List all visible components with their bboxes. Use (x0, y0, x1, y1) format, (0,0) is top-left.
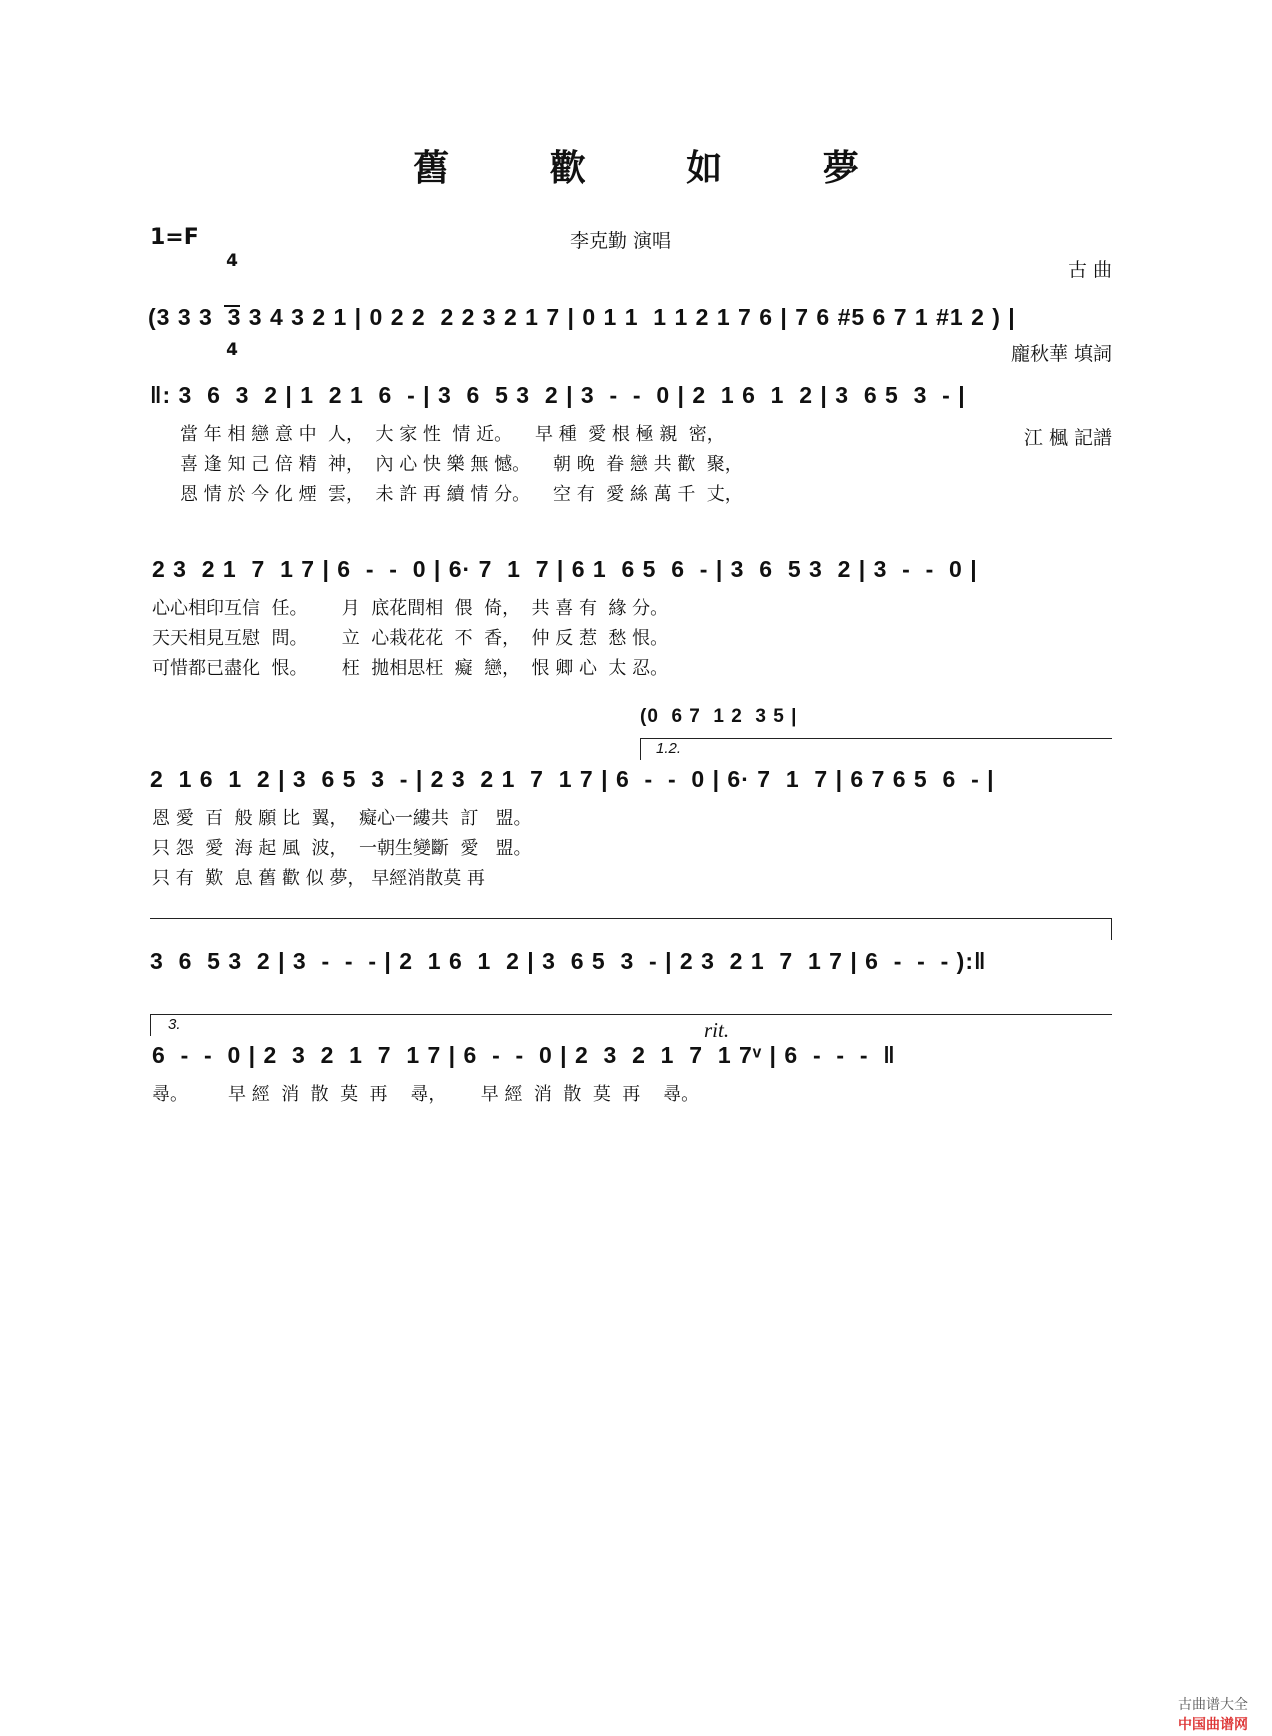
system-3-interlude-notes: (0 6 7 1 2 3 5 | (640, 706, 798, 727)
system-3-lyric-3: 只 有 歎 息 舊 歡 似 夢， 早經消散莫 再 (152, 868, 485, 889)
volta-1-2-label: 1.2. (656, 740, 682, 757)
system-1-lyric-2: 喜 逢 知 己 倍 精 神， 內 心 快 樂 無 憾。 朝 晚 眷 戀 共 歡 聚， (180, 454, 743, 475)
time-signature (224, 219, 240, 376)
performer: 李克勤 演唱 (570, 230, 672, 252)
ritardando-mark: rit. (704, 1018, 730, 1042)
time-signature-top: 4 (226, 251, 238, 271)
system-3-lyric-2: 只 怨 愛 海 起 風 波， 一朝生變斷 愛 盟。 (152, 838, 532, 859)
time-signature-bottom: 4 (226, 340, 238, 360)
system-4-notes: 3 6 5 3 2 | 3 - - - | 2 1 6 1 2 | 3 6 5 3 - | 2 3 2 1 7 1 7 | 6 - - - ):‖ (150, 948, 987, 974)
key-signature: 1=F (150, 225, 199, 250)
system-2-lyric-2: 天天相見互慰 問。 立 心栽花花 不 香， 仲 反 惹 愁 恨。 (152, 628, 669, 649)
volta-1-2-line (640, 738, 1112, 739)
system-2-lyric-3: 可惜都已盡化 恨。 枉 拋相思枉 癡 戀， 恨 卿 心 太 忍。 (152, 658, 669, 679)
system-3-notes: 2 1 6 1 2 | 3 6 5 3 - | 2 3 2 1 7 1 7 | 6 - - 0 | 6· 7 1 7 | 6 7 6 5 6 - | (150, 766, 995, 792)
credits (950, 200, 1112, 480)
footer-brand: 中国曲谱网 (1178, 1717, 1248, 1733)
intro-notes: (3 3 3 3 3 4 3 2 1 | 0 2 2 2 2 3 2 1 7 | 0 1 1 1 1 2 1 7 6 | 7 6 #5 6 7 1 #1 2 ) | (148, 304, 1016, 330)
song-title: 舊 歡 如 夢 (413, 147, 903, 189)
system-5-lyric-1: 尋。 早 經 消 散 莫 再 尋， 早 經 消 散 莫 再 尋。 (152, 1084, 700, 1105)
system-1-notes: ‖: 3 6 3 2 | 1 2 1 6 - | 3 6 5 3 2 | 3 - - 0 | 2 1 6 1 2 | 3 6 5 3 - | (150, 382, 966, 408)
system-3-lyric-1: 恩 愛 百 般 願 比 翼， 癡心一縷共 訂 盟。 (152, 808, 532, 829)
repeat-bracket-hook (1111, 918, 1112, 940)
system-1-lyric-3: 恩 情 於 今 化 煙 雲， 未 許 再 續 情 分。 空 有 愛 絲 萬 千 丈， (180, 484, 743, 505)
volta-3-label: 3. (168, 1016, 181, 1033)
volta-1-2-hook (640, 738, 641, 760)
system-5-notes: 6 - - 0 | 2 3 2 1 7 1 7 | 6 - - 0 | 2 3 2 1 7 1 7ᵛ | 6 - - - ‖ (152, 1042, 896, 1068)
system-1-lyric-1: 當 年 相 戀 意 中 人， 大 家 性 情 近。 早 種 愛 根 極 親 密， (180, 424, 725, 445)
footer-text: 古曲谱大全 (1178, 1697, 1248, 1713)
credit-transcriber: 江 楓 記譜 (1023, 427, 1112, 449)
credit-composer: 古 曲 (1067, 259, 1112, 281)
system-2-notes: 2 3 2 1 7 1 7 | 6 - - 0 | 6· 7 1 7 | 6 1 6 5 6 - | 3 6 5 3 2 | 3 - - 0 | (152, 556, 978, 582)
volta-3-hook (150, 1014, 151, 1036)
repeat-bracket-line (150, 918, 1112, 919)
system-2-lyric-1: 心心相印互信 任。 月 底花間相 偎 倚， 共 喜 有 緣 分。 (152, 598, 669, 619)
volta-3-line (150, 1014, 1112, 1015)
credit-lyricist: 龐秋華 填詞 (1010, 343, 1112, 365)
footer-watermark (1169, 1678, 1248, 1734)
